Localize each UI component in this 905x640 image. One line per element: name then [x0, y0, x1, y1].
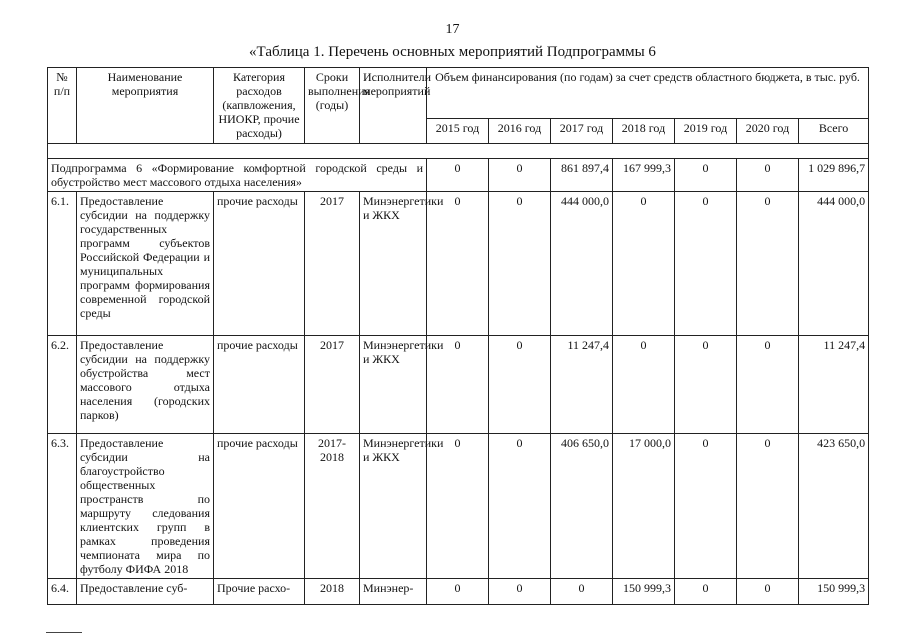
table-row [48, 336, 869, 434]
row-value-2016: 0 [489, 192, 551, 336]
header-terms: Сроки выполнения (годы) [305, 68, 360, 144]
row-value-2020: 0 [737, 434, 799, 579]
row-category: прочие расходы [214, 192, 305, 336]
table-row [48, 579, 869, 605]
row-number: 6.4. [48, 579, 77, 605]
row-value-2017: 0 [551, 579, 613, 605]
row-number: 6.3. [48, 434, 77, 579]
row-value-2018: 150 999,3 [613, 579, 675, 605]
row-value-2019: 0 [675, 579, 737, 605]
row-value-2017: 444 000,0 [551, 192, 613, 336]
row-value-2016: 0 [489, 336, 551, 434]
header-category: Категория расходов (капвложения, НИОКР, прочие расходы) [214, 68, 305, 144]
header-name: Наименование мероприятия [77, 68, 214, 144]
row-category: Прочие расхо- [214, 579, 305, 605]
spacer-row [48, 144, 869, 159]
header-year-2018: 2018 год [613, 119, 675, 144]
header-year-2019: 2019 год [675, 119, 737, 144]
footnote-divider [46, 632, 82, 633]
subprogram-name: Подпрограмма 6 «Формирование комфортной городской среды и обустройство мест массового отдыха населения» [48, 159, 427, 192]
row-number: 6.2. [48, 336, 77, 434]
row-value-2018: 0 [613, 336, 675, 434]
row-executor: Минэнергетики и ЖКХ [360, 192, 427, 336]
row-value-2015: 0 [427, 434, 489, 579]
row-number: 6.1. [48, 192, 77, 336]
row-value-2015: 0 [427, 336, 489, 434]
row-value-total: 150 999,3 [799, 579, 869, 605]
row-value-2018: 0 [613, 192, 675, 336]
row-executor: Минэнергетики и ЖКХ [360, 336, 427, 434]
row-term: 2017-2018 [305, 434, 360, 579]
subprogram-value-2017: 861 897,4 [551, 159, 613, 192]
row-value-2020: 0 [737, 336, 799, 434]
row-term: 2017 [305, 192, 360, 336]
page-number: 17 [445, 22, 460, 37]
row-value-total: 11 247,4 [799, 336, 869, 434]
row-name: Предоставление субсидии на поддержку государственных программ субъектов Российской Федерации и муниципальных программ формирования современной городской среды [77, 192, 214, 336]
row-name: Предоставление суб- [77, 579, 214, 605]
header-executors: Исполнители мероприятий [360, 68, 427, 144]
row-value-2018: 17 000,0 [613, 434, 675, 579]
header-funding: Объем финансирования (по годам) за счет средств областного бюджета, в тыс. руб. [427, 68, 869, 119]
activities-table [47, 67, 869, 605]
row-value-2016: 0 [489, 434, 551, 579]
row-value-2019: 0 [675, 434, 737, 579]
subprogram-value-total: 1 029 896,7 [799, 159, 869, 192]
header-num: № п/п [48, 68, 77, 144]
header-year-2015: 2015 год [427, 119, 489, 144]
header-year-2017: 2017 год [551, 119, 613, 144]
table-row [48, 434, 869, 579]
row-value-2016: 0 [489, 579, 551, 605]
header-year-2016: 2016 год [489, 119, 551, 144]
subprogram-value-2015: 0 [427, 159, 489, 192]
row-value-total: 444 000,0 [799, 192, 869, 336]
row-value-2019: 0 [675, 192, 737, 336]
row-term: 2017 [305, 336, 360, 434]
header-total: Всего [799, 119, 869, 144]
row-term: 2018 [305, 579, 360, 605]
row-executor: Минэнергетики и ЖКХ [360, 434, 427, 579]
subprogram-value-2018: 167 999,3 [613, 159, 675, 192]
row-value-total: 423 650,0 [799, 434, 869, 579]
subprogram-value-2019: 0 [675, 159, 737, 192]
row-value-2020: 0 [737, 579, 799, 605]
row-value-2020: 0 [737, 192, 799, 336]
row-value-2015: 0 [427, 192, 489, 336]
row-executor: Минэнер- [360, 579, 427, 605]
row-name: Предоставление субсидии на благоустройство общественных пространств по маршруту следования клиентских групп в рамках проведения чемпионата мира по футболу ФИФА 2018 [77, 434, 214, 579]
subprogram-row [48, 159, 869, 192]
row-value-2017: 406 650,0 [551, 434, 613, 579]
row-name: Предоставление субсидии на поддержку обустройства мест массового отдыха населения (городских парков) [77, 336, 214, 434]
table-row [48, 192, 869, 336]
row-value-2019: 0 [675, 336, 737, 434]
header-row [48, 68, 869, 119]
header-year-2020: 2020 год [737, 119, 799, 144]
subprogram-value-2020: 0 [737, 159, 799, 192]
row-category: прочие расходы [214, 434, 305, 579]
table-title: «Таблица 1. Перечень основных мероприятий Подпрограммы 6 [249, 44, 656, 60]
row-value-2015: 0 [427, 579, 489, 605]
subprogram-value-2016: 0 [489, 159, 551, 192]
row-value-2017: 11 247,4 [551, 336, 613, 434]
row-category: прочие расходы [214, 336, 305, 434]
